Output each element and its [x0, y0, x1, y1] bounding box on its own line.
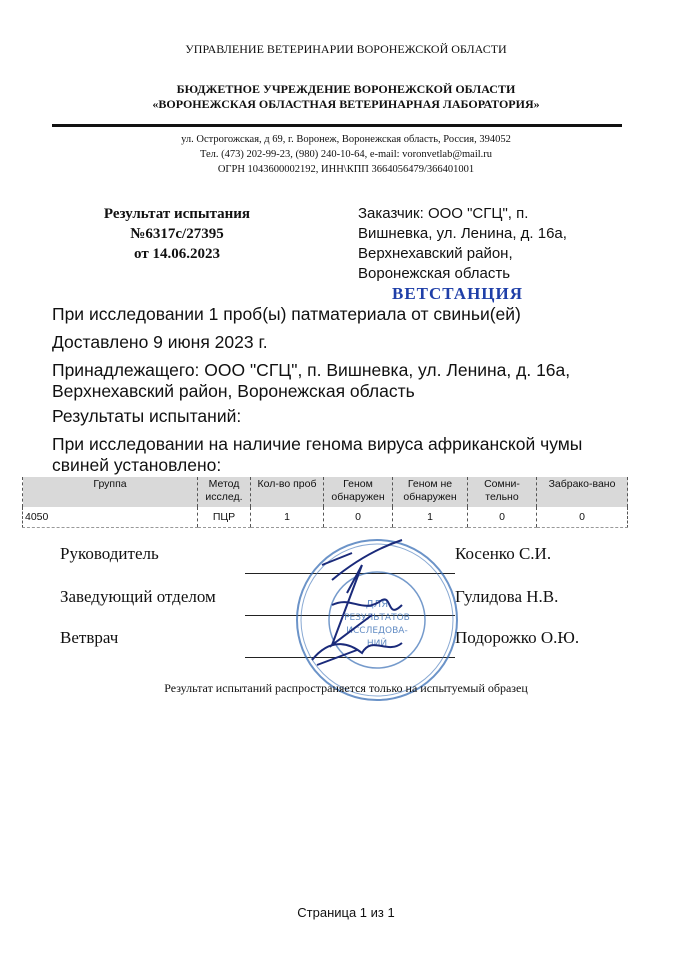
col-group: Группа: [23, 477, 198, 507]
result-heading: [62, 204, 292, 264]
col-rejected: Забрако-вано: [537, 477, 628, 507]
page-number: Страница 1 из 1: [297, 905, 395, 920]
table-header-row: [23, 477, 628, 507]
cell-not-detected: 1: [393, 507, 468, 528]
owner-line: Верхнехавский район, Воронежская область: [52, 381, 415, 401]
customer-block: [358, 204, 598, 284]
customer-line: Воронежская область: [358, 265, 511, 282]
result-date: от 14.06.2023: [134, 246, 220, 262]
address: ул. Острогожская, д 69, г. Воронеж, Воронежская область, Россия, 394052: [181, 134, 511, 145]
org-contacts: [0, 132, 692, 177]
cell-rejected: 0: [537, 507, 628, 528]
contacts: Тел. (473) 202-99-23, (980) 240-10-64, e-mail: voronvetlab@mail.ru: [199, 149, 493, 160]
name-head: Косенко С.И.: [455, 544, 552, 563]
owner-line: Принадлежащего: ООО "СГЦ", п. Вишневка, ул. Ленина, д. 16а,: [52, 360, 571, 380]
results-label: Результаты испытаний:: [52, 406, 242, 426]
result-title: Результат испытания: [103, 206, 251, 222]
cell-doubtful: 0: [468, 507, 537, 528]
col-count: Кол-во проб: [251, 477, 324, 507]
cell-count: 1: [251, 507, 324, 528]
header-divider: [52, 124, 622, 127]
vet-station-stamp: ВЕТСТАНЦИЯ: [392, 284, 524, 303]
cell-group: 4050: [23, 507, 198, 528]
org-title: [0, 82, 692, 112]
footer-note: Результат испытаний распространяется только на испытуемый образец: [164, 681, 528, 695]
table-row: [23, 507, 628, 528]
svg-text:ДЛЯ: ДЛЯ: [365, 599, 389, 610]
intro-line: При исследовании на наличие генома вируса африканской чумы: [52, 434, 583, 454]
col-not-detected: Геном не обнаружен: [393, 477, 468, 507]
org-line2: «ВОРОНЕЖСКАЯ ОБЛАСТНАЯ ВЕТЕРИНАРНАЯ ЛАБОРАТОРИЯ»: [152, 97, 540, 111]
body-owner: [52, 360, 652, 402]
result-number: №6317с/27395: [130, 226, 224, 242]
svg-text:НИЙ: НИЙ: [366, 639, 388, 649]
name-dept: Гулидова Н.В.: [455, 587, 559, 606]
org-line1: БЮДЖЕТНОЕ УЧРЕЖДЕНИЕ ВОРОНЕЖСКОЙ ОБЛАСТИ: [176, 82, 516, 96]
registration-ids: ОГРН 1043600002192, ИНН\КПП 3664056479/366401001: [217, 164, 475, 175]
results-table: [22, 477, 628, 528]
svg-text:ИССЛЕДОВА-: ИССЛЕДОВА-: [346, 626, 408, 636]
customer-line: Вишневка, ул. Ленина, д. 16а,: [358, 225, 567, 242]
intro-line: свиней установлено:: [52, 455, 222, 475]
customer-line: Верхнехавский район,: [358, 245, 513, 262]
body-sample-text: При исследовании 1 проб(ы) патматериала от свиньи(ей): [52, 304, 521, 324]
signature-scribble: [312, 643, 402, 665]
col-doubtful: Сомни-тельно: [468, 477, 537, 507]
role-head: Руководитель: [60, 544, 159, 563]
body-delivered: Доставлено 9 июня 2023 г.: [52, 332, 268, 352]
svg-text:РЕЗУЛЬТАТОВ: РЕЗУЛЬТАТОВ: [344, 613, 410, 623]
results-intro: [52, 434, 652, 476]
role-vet: Ветврач: [60, 628, 119, 647]
col-detected: Геном обнаружен: [324, 477, 393, 507]
cell-method: ПЦР: [198, 507, 251, 528]
ministry-title: УПРАВЛЕНИЕ ВЕТЕРИНАРИИ ВОРОНЕЖСКОЙ ОБЛАСТИ: [185, 42, 507, 56]
official-round-stamp: [292, 535, 462, 705]
name-vet: Подорожко О.Ю.: [455, 628, 580, 647]
role-dept: Заведующий отделом: [60, 587, 216, 606]
customer-line: Заказчик: ООО "СГЦ", п.: [358, 205, 529, 222]
cell-detected: 0: [324, 507, 393, 528]
col-method: Метод исслед.: [198, 477, 251, 507]
